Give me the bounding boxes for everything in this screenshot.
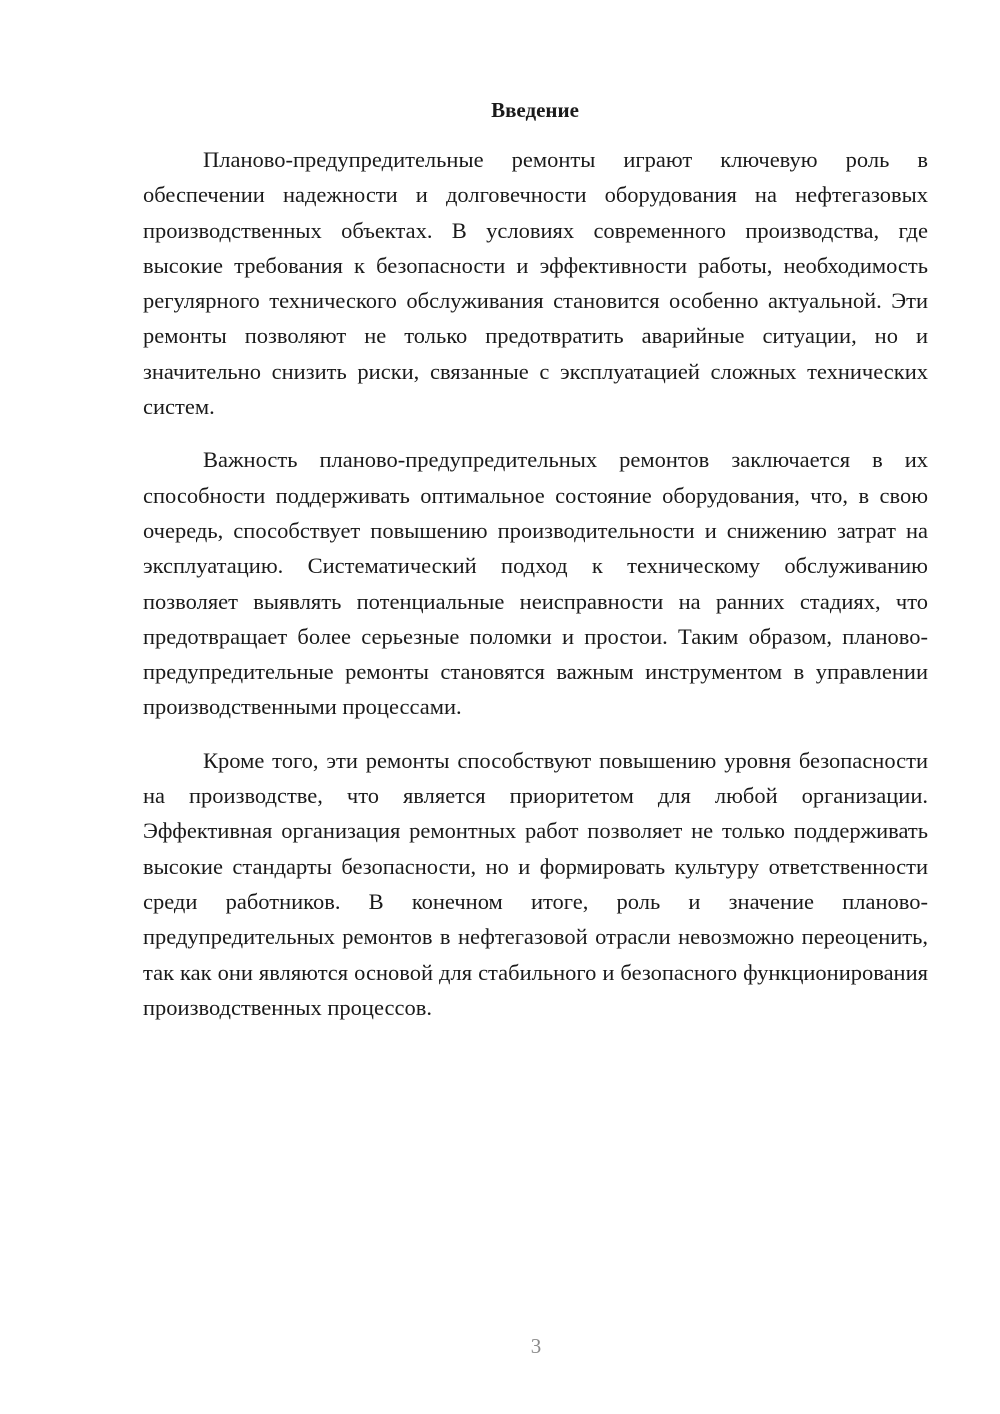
paragraph-1: Планово-предупредительные ремонты играют ключевую роль в обеспечении надежности и долговечности оборудования на нефтегазовых производственных объектах. В условиях современного производства, где высокие требования к безопасности и эффективности работы, необходимость регулярного технического обслуживания становится особенно актуальной. Эти ремонты позволяют не только предотвратить аварийные ситуации, но и значительно снизить риски, связанные с эксплуатацией сложных технических систем. — [143, 147, 928, 420]
page-number: 3 — [530, 1334, 542, 1358]
paragraph-3: Кроме того, эти ремонты способствуют повышению уровня безопасности на производстве, что является приоритетом для любой организации. Эффективная организация ремонтных работ позволяет не только поддерживать высокие стандарты безопасности, но и формировать культуру ответственности среди работников. В конечном итоге, роль и значение планово-предупредительных ремонтов в нефтегазовой отрасли невозможно переоценить, так как они являются основой для стабильного и безопасного функционирования производственных процессов. — [143, 747, 928, 1020]
page-title: Введение — [491, 98, 579, 122]
body-text — [143, 142, 928, 1043]
paragraph-2: Важность планово-предупредительных ремонтов заключается в их способности поддерживать оптимальное состояние оборудования, что, в свою очередь, способствует повышению производительности и снижению затрат на эксплуатацию. Систематический подход к техническому обслуживанию позволяет выявлять потенциальные неисправности на ранних стадиях, что предотвращает более серьезные поломки и простои. Таким образом, планово-предупредительные ремонты становятся важным инструментом в управлении производственными процессами. — [143, 447, 928, 720]
